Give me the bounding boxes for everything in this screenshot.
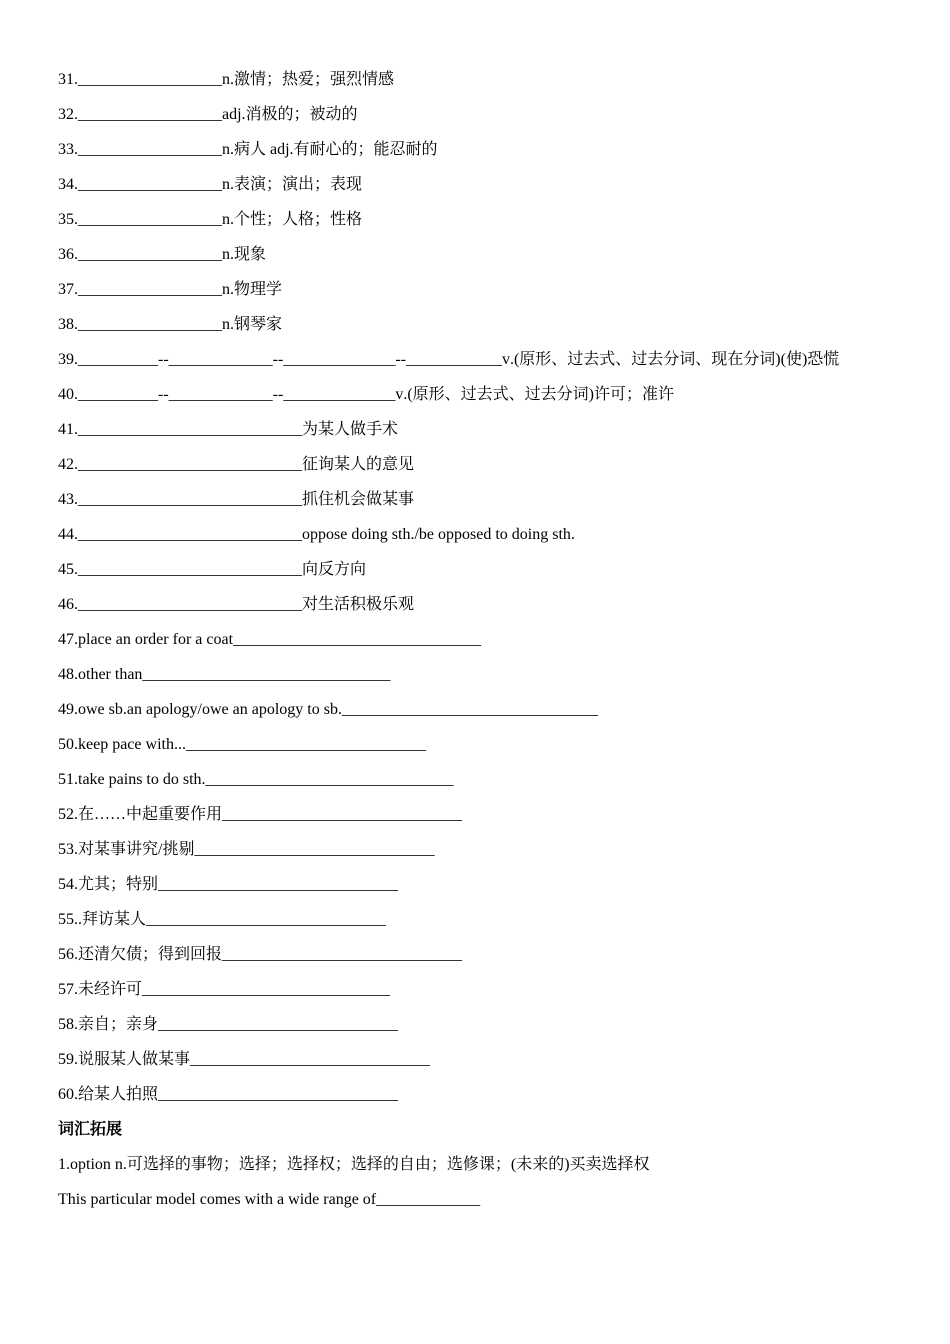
vocab-item-38: 38.__________________n.钢琴家 xyxy=(58,316,283,333)
vocab-item-60: 60.给某人拍照______________________________ xyxy=(58,1086,399,1103)
vocab-item-37: 37.__________________n.物理学 xyxy=(58,281,283,298)
vocab-item-46: 46.____________________________对生活积极乐观 xyxy=(58,596,415,613)
vocab-item-48: 48.other than_______________________________ xyxy=(58,666,391,683)
vocab-item-59: 59.说服某人做某事______________________________ xyxy=(58,1051,431,1068)
vocab-item-33: 33.__________________n.病人 adj.有耐心的；能忍耐的 xyxy=(58,141,438,158)
vocab-item-47: 47.place an order for a coat_______________________________ xyxy=(58,631,482,648)
vocab-item-45: 45.____________________________向反方向 xyxy=(58,561,367,578)
vocab-item-34: 34.__________________n.表演；演出；表现 xyxy=(58,176,363,193)
vocab-item-57: 57.未经许可_______________________________ xyxy=(58,981,391,998)
expansion-entry-option-example: This particular model comes with a wide range of_____________ xyxy=(58,1191,481,1208)
vocab-item-54: 54.尤其；特别______________________________ xyxy=(58,876,399,893)
vocab-item-31: 31.__________________n.激情；热爱；强烈情感 xyxy=(58,71,395,88)
vocab-item-41: 41.____________________________为某人做手术 xyxy=(58,421,399,438)
vocab-item-39: 39.__________--_____________--______________--____________v.(原形、过去式、过去分词、现在分词)(使)恐慌 xyxy=(58,351,840,368)
vocab-item-56: 56.还清欠债；得到回报______________________________ xyxy=(58,946,463,963)
vocab-item-36: 36.__________________n.现象 xyxy=(58,246,267,263)
vocab-item-32: 32.__________________adj.消极的；被动的 xyxy=(58,106,358,123)
vocab-item-52: 52.在……中起重要作用______________________________ xyxy=(58,806,463,823)
vocab-item-55: 55..拜访某人______________________________ xyxy=(58,911,387,928)
vocab-item-50: 50.keep pace with...______________________________ xyxy=(58,736,426,753)
vocab-item-40: 40.__________--_____________--______________v.(原形、过去式、过去分词)许可；准许 xyxy=(58,386,674,403)
vocab-item-51: 51.take pains to do sth._______________________________ xyxy=(58,771,454,788)
section-title-vocabulary-expansion: 词汇拓展 xyxy=(58,1121,123,1138)
vocab-item-49: 49.owe sb.an apology/owe an apology to sb.________________________________ xyxy=(58,701,598,718)
vocab-item-58: 58.亲自；亲身______________________________ xyxy=(58,1016,399,1033)
vocab-item-44: 44.____________________________oppose doing sth./be opposed to doing sth. xyxy=(58,526,575,543)
vocab-item-35: 35.__________________n.个性；人格；性格 xyxy=(58,211,363,228)
vocab-item-42: 42.____________________________征询某人的意见 xyxy=(58,456,415,473)
vocab-item-53: 53.对某事讲究/挑剔______________________________ xyxy=(58,841,435,858)
expansion-entry-option: 1.option n.可选择的事物；选择；选择权；选择的自由；选修课；(未来的)买卖选择权 xyxy=(58,1156,650,1173)
vocab-item-43: 43.____________________________抓住机会做某事 xyxy=(58,491,415,508)
